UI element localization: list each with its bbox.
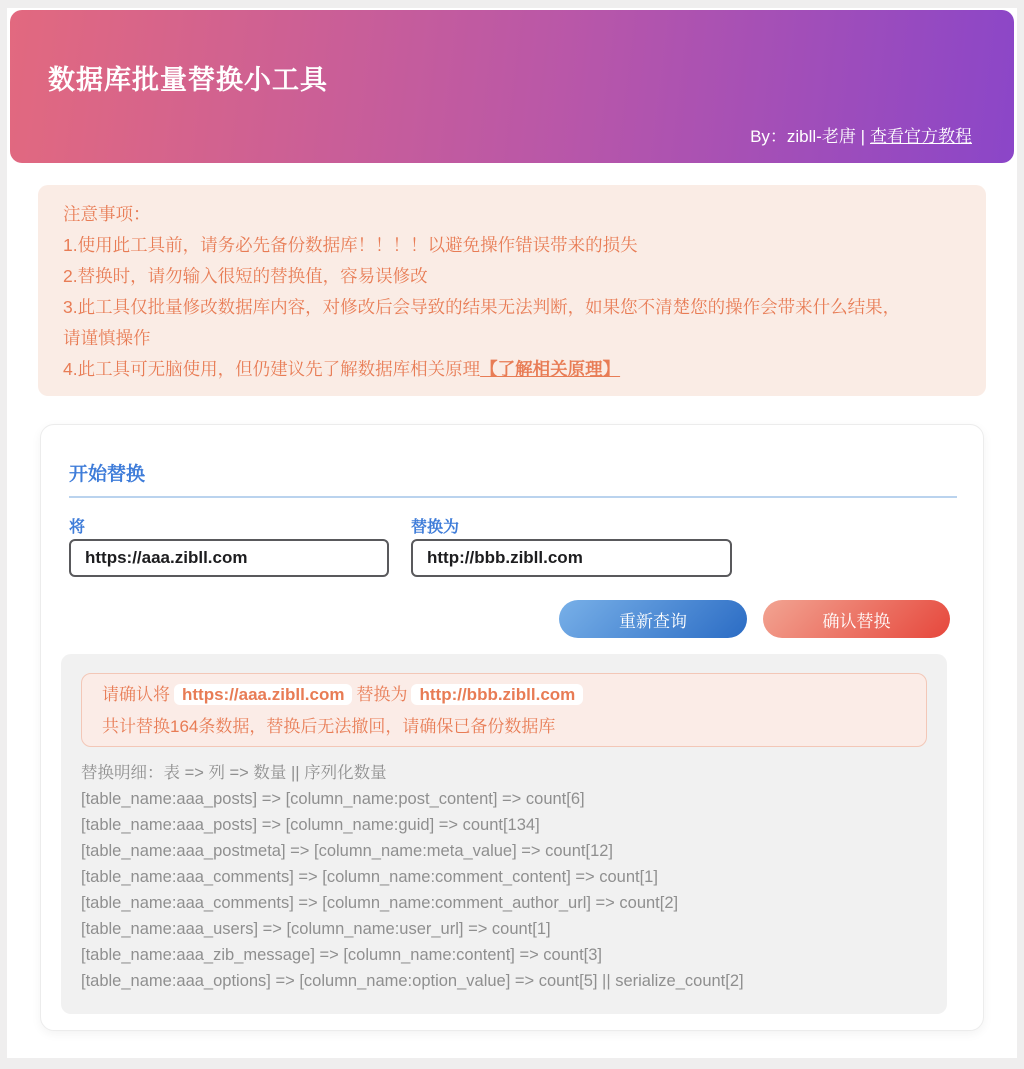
- learn-principle-link[interactable]: 【了解相关原理】: [480, 359, 621, 379]
- details-header: 替换明细：表 => 列 => 数量 || 序列化数量: [81, 764, 387, 782]
- from-label: 将: [69, 519, 86, 536]
- to-label: 替换为: [411, 519, 460, 536]
- details-row: [table_name:aaa_posts] => [column_name:guid] => count[134]: [81, 816, 540, 834]
- search-value-input[interactable]: [69, 539, 389, 577]
- details-row: [table_name:aaa_posts] => [column_name:post_content] => count[6]: [81, 790, 585, 808]
- section-title: 开始替换: [69, 464, 146, 485]
- notice-box: [38, 185, 986, 396]
- details-row: [table_name:aaa_postmeta] => [column_name:meta_value] => count[12]: [81, 842, 614, 860]
- confirmation-box: [81, 673, 927, 747]
- byline: [750, 122, 972, 147]
- confirmation-line-1: [102, 679, 906, 711]
- replace-details: [81, 760, 927, 994]
- notice-line-2: 2.替换时，请勿输入很短的替换值，容易误修改: [63, 266, 428, 286]
- replace-value-input[interactable]: [411, 539, 732, 577]
- confirmation-prefix: 请确认将: [102, 685, 170, 704]
- replace-card: [40, 424, 984, 1031]
- page-title: 数据库批量替换小工具: [48, 65, 328, 95]
- notice-line-4-text: 4.此工具可无脑使用，但仍建议先了解数据库相关原理: [63, 359, 481, 379]
- to-value-chip: http://bbb.zibll.com: [411, 684, 583, 705]
- notice-heading: 注意事项：: [63, 204, 151, 224]
- notice-line-1: 1.使用此工具前，请务必先备份数据库！！！！以避免操作错误带来的损失: [63, 235, 638, 255]
- official-tutorial-link[interactable]: 查看官方教程: [870, 127, 972, 146]
- details-row: [table_name:aaa_zib_message] => [column_name:content] => count[3]: [81, 946, 603, 964]
- section-divider: [69, 496, 957, 498]
- requery-button[interactable]: 重新查询: [559, 600, 747, 638]
- from-value-chip: https://aaa.zibll.com: [174, 684, 352, 705]
- byline-author: By：zibll-老唐 |: [750, 127, 865, 146]
- confirmation-line-2: 共计替换164条数据，替换后无法撤回，请确保已备份数据库: [102, 717, 556, 736]
- details-row: [table_name:aaa_comments] => [column_name:comment_content] => count[1]: [81, 868, 658, 886]
- notice-line-3: 3.此工具仅批量修改数据库内容，对修改后会导致的结果无法判断，如果您不清楚您的操作会带来什么结果，: [63, 297, 901, 317]
- confirmation-middle: 替换为: [356, 685, 408, 704]
- notice-line-3-wrap: 请谨慎操作: [63, 328, 151, 348]
- header-banner: [10, 10, 1014, 163]
- details-row: [table_name:aaa_comments] => [column_name:comment_author_url] => count[2]: [81, 894, 679, 912]
- confirm-replace-button[interactable]: 确认替换: [763, 600, 950, 638]
- notice-line-4: [63, 354, 961, 385]
- details-row: [table_name:aaa_options] => [column_name:option_value] => count[5] || serialize_count[2]: [81, 972, 744, 990]
- details-row: [table_name:aaa_users] => [column_name:user_url] => count[1]: [81, 920, 551, 938]
- result-panel: [61, 654, 947, 1014]
